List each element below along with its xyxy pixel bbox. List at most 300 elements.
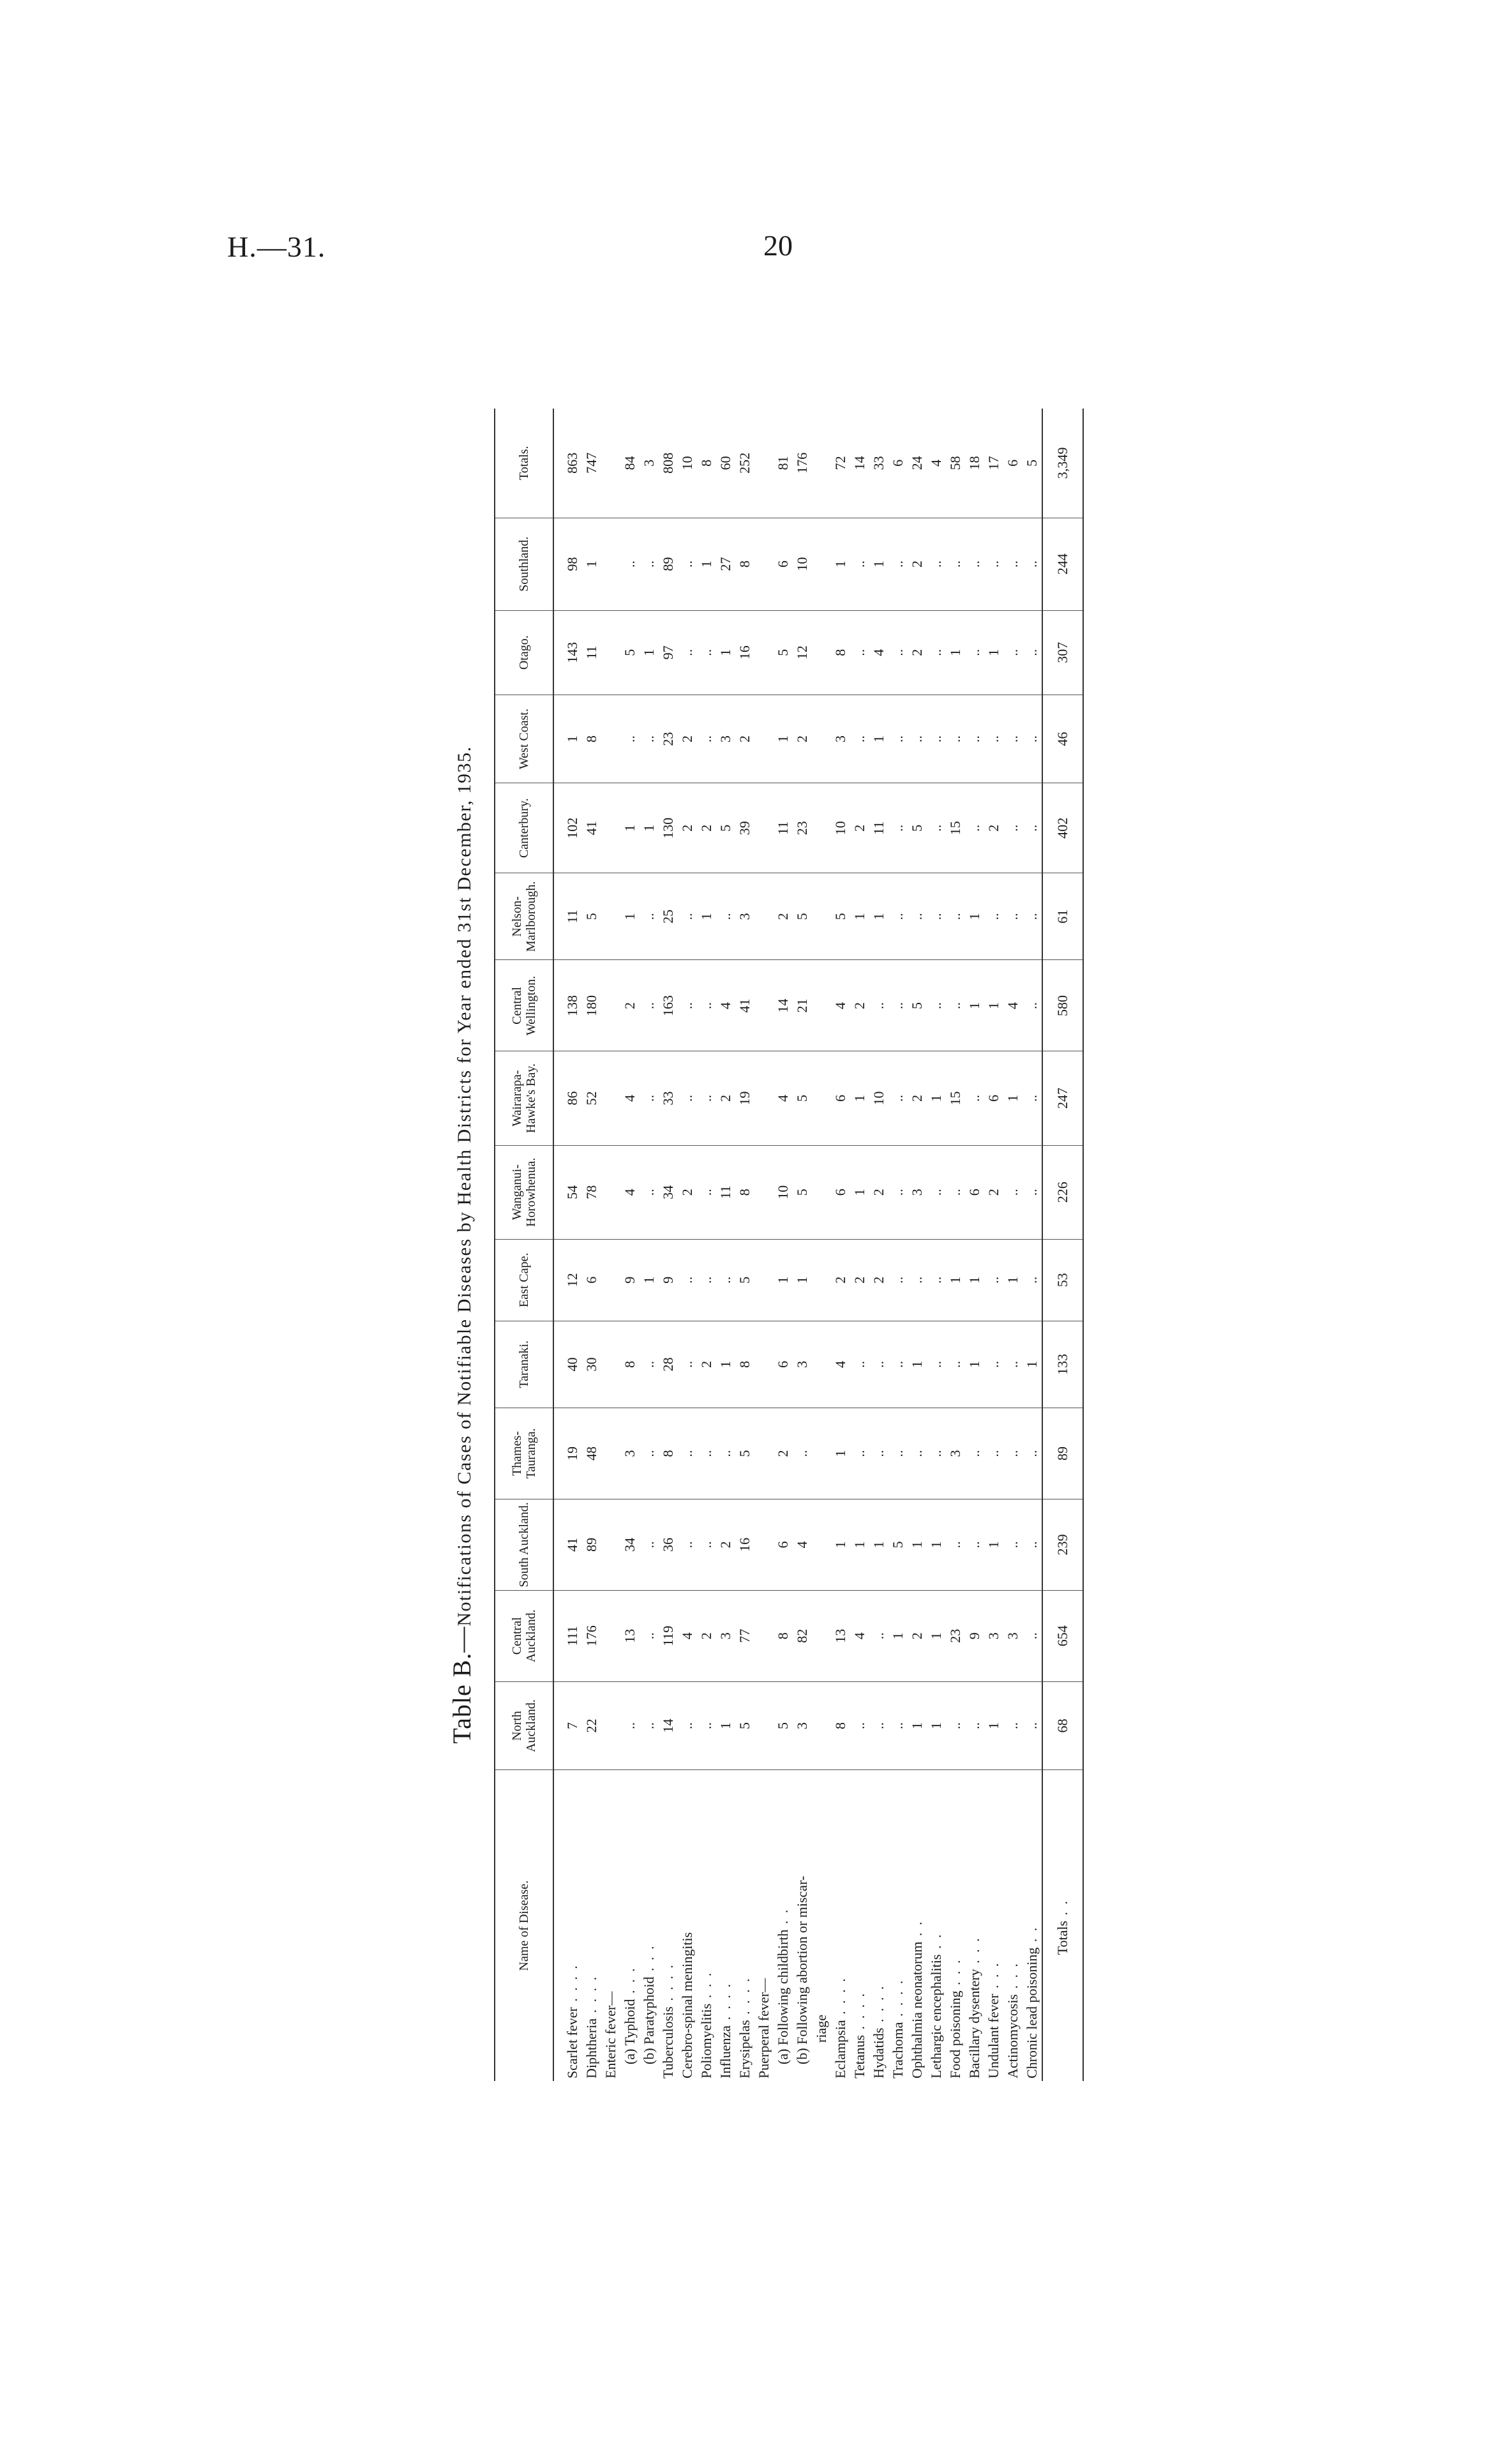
value-cell: 5 <box>908 960 927 1051</box>
value-cell: 36 <box>659 1499 678 1590</box>
value-cell: 163 <box>659 960 678 1051</box>
value-cell <box>754 610 774 695</box>
value-cell: .. <box>640 960 659 1051</box>
value-cell: 1 <box>869 873 888 960</box>
rotated-table-block <box>447 409 1187 2081</box>
value-cell: 2 <box>869 1145 888 1239</box>
disease-name-cell <box>869 1770 888 2081</box>
value-cell: 81 <box>774 409 793 518</box>
value-cell: 252 <box>735 409 754 518</box>
column-header-disease: Name of Disease. <box>495 1770 553 2081</box>
value-cell: 2 <box>869 1239 888 1321</box>
disease-name-cell <box>908 1770 927 2081</box>
value-cell: 1 <box>965 1321 984 1408</box>
value-cell <box>601 960 620 1051</box>
value-cell: .. <box>1023 1408 1042 1499</box>
value-cell: 9 <box>965 1590 984 1681</box>
value-cell: .. <box>927 783 946 873</box>
value-cell: 16 <box>735 610 754 695</box>
value-cell: 8 <box>735 1145 754 1239</box>
value-cell: 5 <box>1023 409 1042 518</box>
value-cell: 10 <box>774 1145 793 1239</box>
value-cell: .. <box>678 1321 697 1408</box>
value-cell: .. <box>850 1408 869 1499</box>
value-cell: .. <box>927 1145 946 1239</box>
value-cell: 176 <box>793 409 812 518</box>
value-cell: .. <box>1003 1145 1023 1239</box>
disease-name: Hydatids <box>871 2027 887 2078</box>
disease-name: Actinomycosis <box>1005 1994 1021 2078</box>
value-cell <box>812 695 831 783</box>
value-cell: .. <box>640 695 659 783</box>
value-cell: 1 <box>640 783 659 873</box>
value-cell: 2 <box>620 960 640 1051</box>
value-cell: 27 <box>716 518 735 610</box>
value-cell: 1 <box>927 1590 946 1681</box>
value-cell: .. <box>620 1681 640 1770</box>
value-cell: .. <box>1023 1590 1042 1681</box>
total-cell: 46 <box>1042 695 1083 783</box>
value-cell: 33 <box>869 409 888 518</box>
table-row <box>793 409 812 2081</box>
total-cell: 53 <box>1042 1239 1083 1321</box>
value-cell: 1 <box>716 1321 735 1408</box>
value-cell: 2 <box>908 1590 927 1681</box>
value-cell: 5 <box>793 1051 812 1145</box>
value-cell: 1 <box>908 1321 927 1408</box>
leader-dots: . . . . <box>564 1964 580 2008</box>
table-row <box>927 409 946 2081</box>
value-cell: 41 <box>553 1499 582 1590</box>
value-cell: .. <box>927 518 946 610</box>
value-cell: 6 <box>582 1239 601 1321</box>
table-row <box>582 409 601 2081</box>
value-cell <box>601 409 620 518</box>
total-cell: 580 <box>1042 960 1083 1051</box>
value-cell: 8 <box>735 1321 754 1408</box>
value-cell: 8 <box>659 1408 678 1499</box>
value-cell: .. <box>1023 1681 1042 1770</box>
value-cell: 21 <box>793 960 812 1051</box>
table-row <box>908 409 927 2081</box>
value-cell: 4 <box>793 1499 812 1590</box>
value-cell: 33 <box>659 1051 678 1145</box>
disease-name-cell <box>640 1770 659 2081</box>
value-cell: 3 <box>735 873 754 960</box>
value-cell <box>754 1408 774 1499</box>
value-cell: .. <box>1023 518 1042 610</box>
value-cell: 3 <box>620 1408 640 1499</box>
value-cell <box>601 610 620 695</box>
value-cell: .. <box>1023 610 1042 695</box>
value-cell: .. <box>888 1239 908 1321</box>
value-cell: .. <box>640 1145 659 1239</box>
disease-name-cell <box>831 1770 850 2081</box>
value-cell: .. <box>678 960 697 1051</box>
leader-dots: . . . <box>966 1936 982 1969</box>
value-cell: 143 <box>553 610 582 695</box>
leader-dots: . . . <box>985 1961 1001 1994</box>
value-cell: 1 <box>869 518 888 610</box>
value-cell: 6 <box>984 1051 1003 1145</box>
value-cell: 2 <box>697 1321 716 1408</box>
disease-name-cell <box>888 1770 908 2081</box>
disease-name: Puerperal fever— <box>756 1978 772 2078</box>
value-cell: 72 <box>831 409 850 518</box>
table-row <box>553 409 582 2081</box>
value-cell: .. <box>1003 610 1023 695</box>
value-cell: .. <box>984 1239 1003 1321</box>
value-cell: .. <box>927 1408 946 1499</box>
leader-dots: . . <box>909 1919 925 1942</box>
value-cell: 3 <box>984 1590 1003 1681</box>
total-cell: 402 <box>1042 783 1083 873</box>
disease-name: Tetanus <box>851 2034 867 2078</box>
table-row <box>812 409 831 2081</box>
value-cell: 1 <box>946 1239 965 1321</box>
leader-dots: . . . . <box>660 1963 676 2007</box>
value-cell: 6 <box>831 1051 850 1145</box>
value-cell: 10 <box>678 409 697 518</box>
value-cell <box>754 783 774 873</box>
column-header: Otago. <box>495 610 553 695</box>
value-cell: 8 <box>582 695 601 783</box>
value-cell: .. <box>697 695 716 783</box>
disease-name-cell <box>601 1770 620 2081</box>
value-cell: .. <box>1003 1499 1023 1590</box>
column-header: Wairarapa-Hawke's Bay. <box>495 1051 553 1145</box>
disease-name-cell <box>946 1770 965 2081</box>
value-cell <box>601 1321 620 1408</box>
value-cell: 1 <box>984 1681 1003 1770</box>
table-row <box>620 409 640 2081</box>
disease-name: Tuberculosis <box>660 2006 676 2078</box>
value-cell: 10 <box>793 518 812 610</box>
value-cell <box>601 1408 620 1499</box>
value-cell <box>754 1145 774 1239</box>
disease-name-cell <box>1003 1770 1023 2081</box>
value-cell: 4 <box>678 1590 697 1681</box>
value-cell <box>812 1590 831 1681</box>
value-cell: 6 <box>831 1145 850 1239</box>
value-cell: 2 <box>678 783 697 873</box>
disease-name-cell <box>678 1770 697 2081</box>
leader-dots: . . . <box>1005 1962 1021 1994</box>
value-cell: 23 <box>659 695 678 783</box>
total-cell: 247 <box>1042 1051 1083 1145</box>
value-cell: .. <box>850 610 869 695</box>
value-cell: .. <box>927 960 946 1051</box>
value-cell: 60 <box>716 409 735 518</box>
value-cell: 6 <box>774 1499 793 1590</box>
disease-name: Bacillary dysentery <box>966 1969 982 2078</box>
disease-name: Undulant fever <box>985 1994 1001 2078</box>
value-cell: .. <box>1023 960 1042 1051</box>
value-cell <box>754 518 774 610</box>
value-cell: 1 <box>640 1239 659 1321</box>
table-row <box>601 409 620 2081</box>
value-cell: 3 <box>908 1145 927 1239</box>
value-cell <box>812 783 831 873</box>
value-cell: .. <box>716 1408 735 1499</box>
value-cell: 13 <box>831 1590 850 1681</box>
value-cell: .. <box>678 1499 697 1590</box>
disease-name-cell <box>716 1770 735 2081</box>
leader-dots: . . . . <box>890 1978 906 2022</box>
value-cell <box>754 1239 774 1321</box>
value-cell <box>812 1408 831 1499</box>
value-cell: 1 <box>927 1051 946 1145</box>
leader-dots: . . . <box>622 1966 638 1999</box>
value-cell: 1 <box>831 1499 850 1590</box>
value-cell: .. <box>640 518 659 610</box>
value-cell: 3 <box>946 1408 965 1499</box>
value-cell: 1 <box>965 873 984 960</box>
value-cell <box>601 1590 620 1681</box>
value-cell: 10 <box>869 1051 888 1145</box>
column-header: Wanganui-Horowhenua. <box>495 1145 553 1239</box>
value-cell: .. <box>888 960 908 1051</box>
leader-dots: . . <box>1024 1925 1040 1948</box>
value-cell: 8 <box>620 1321 640 1408</box>
value-cell: 6 <box>774 1321 793 1408</box>
value-cell <box>812 1239 831 1321</box>
disease-name-cell <box>553 1770 582 2081</box>
leader-dots: . . <box>928 1932 944 1955</box>
value-cell: 1 <box>620 873 640 960</box>
value-cell: 84 <box>620 409 640 518</box>
value-cell: .. <box>678 518 697 610</box>
value-cell: 4 <box>831 960 850 1051</box>
value-cell: .. <box>697 960 716 1051</box>
value-cell: .. <box>850 1321 869 1408</box>
value-cell: 3 <box>716 695 735 783</box>
value-cell: 2 <box>850 960 869 1051</box>
value-cell: .. <box>984 1408 1003 1499</box>
value-cell: 23 <box>946 1590 965 1681</box>
value-cell: .. <box>946 873 965 960</box>
value-cell: 5 <box>774 1681 793 1770</box>
value-cell: 6 <box>965 1145 984 1239</box>
table-row <box>984 409 1003 2081</box>
value-cell: 2 <box>984 1145 1003 1239</box>
value-cell: .. <box>1023 1239 1042 1321</box>
value-cell: .. <box>697 610 716 695</box>
value-cell: .. <box>697 1681 716 1770</box>
disease-name: (a) Following childbirth <box>775 1929 791 2064</box>
value-cell: 3 <box>640 409 659 518</box>
disease-name: Cerebro-spinal meningitis <box>679 1932 695 2078</box>
value-cell: .. <box>946 695 965 783</box>
value-cell: 5 <box>735 1681 754 1770</box>
value-cell: 5 <box>735 1239 754 1321</box>
value-cell: 39 <box>735 783 754 873</box>
value-cell: 5 <box>620 610 640 695</box>
value-cell: .. <box>908 695 927 783</box>
value-cell: 8 <box>774 1590 793 1681</box>
value-cell: 4 <box>774 1051 793 1145</box>
value-cell: .. <box>697 1051 716 1145</box>
value-cell: .. <box>888 1408 908 1499</box>
page-number: 20 <box>763 229 793 262</box>
disease-name: Food poisoning <box>947 1990 963 2078</box>
disease-name-cell <box>697 1770 716 2081</box>
totals-label: Totals <box>1054 1920 1070 1955</box>
table-row <box>965 409 984 2081</box>
value-cell: 5 <box>908 783 927 873</box>
value-cell: 11 <box>774 783 793 873</box>
value-cell: 2 <box>908 1051 927 1145</box>
value-cell: 6 <box>888 409 908 518</box>
disease-name-cell <box>735 1770 754 2081</box>
total-cell: 239 <box>1042 1499 1083 1590</box>
value-cell: .. <box>1003 1408 1023 1499</box>
value-cell: .. <box>927 873 946 960</box>
value-cell: 119 <box>659 1590 678 1681</box>
value-cell: 89 <box>659 518 678 610</box>
value-cell: 54 <box>553 1145 582 1239</box>
leader-dots: . . . . <box>737 1976 753 2020</box>
value-cell: .. <box>716 1239 735 1321</box>
value-cell: .. <box>946 1321 965 1408</box>
leader-dots: . . <box>1054 1898 1070 1921</box>
header-row <box>495 409 553 2081</box>
value-cell: .. <box>965 518 984 610</box>
value-cell <box>812 1051 831 1145</box>
value-cell: .. <box>927 1321 946 1408</box>
value-cell: .. <box>678 1681 697 1770</box>
value-cell: 1 <box>869 1499 888 1590</box>
value-cell: 34 <box>659 1145 678 1239</box>
value-cell: 82 <box>793 1590 812 1681</box>
disease-name: Scarlet fever <box>564 2007 580 2078</box>
value-cell: 17 <box>984 409 1003 518</box>
value-cell: 14 <box>774 960 793 1051</box>
column-header: Canterbury. <box>495 783 553 873</box>
value-cell: .. <box>697 1408 716 1499</box>
leader-dots: . . . . <box>871 1984 887 2028</box>
disease-name-cell <box>754 1770 774 2081</box>
value-cell: 4 <box>620 1051 640 1145</box>
value-cell: .. <box>888 1051 908 1145</box>
value-cell: 1 <box>984 960 1003 1051</box>
value-cell: .. <box>908 1239 927 1321</box>
value-cell: .. <box>793 1408 812 1499</box>
table-row <box>774 409 793 2081</box>
value-cell: 1 <box>640 610 659 695</box>
table-row <box>946 409 965 2081</box>
value-cell: .. <box>869 1590 888 1681</box>
value-cell <box>754 695 774 783</box>
value-cell: .. <box>946 518 965 610</box>
value-cell: .. <box>888 1321 908 1408</box>
value-cell: 3 <box>1003 1590 1023 1681</box>
value-cell: .. <box>946 1681 965 1770</box>
value-cell: .. <box>888 1145 908 1239</box>
value-cell <box>754 873 774 960</box>
value-cell: 1 <box>946 610 965 695</box>
totals-label-cell <box>1042 1770 1083 2081</box>
value-cell: 89 <box>582 1499 601 1590</box>
value-cell: 2 <box>678 695 697 783</box>
value-cell: .. <box>640 873 659 960</box>
value-cell: 15 <box>946 783 965 873</box>
value-cell: 4 <box>850 1590 869 1681</box>
value-cell: 1 <box>850 1051 869 1145</box>
value-cell: 1 <box>716 610 735 695</box>
value-cell: 2 <box>735 695 754 783</box>
value-cell: 2 <box>697 1590 716 1681</box>
value-cell: 48 <box>582 1408 601 1499</box>
value-cell <box>601 518 620 610</box>
value-cell: .. <box>1003 873 1023 960</box>
value-cell: 1 <box>1003 1051 1023 1145</box>
value-cell: .. <box>869 1321 888 1408</box>
value-cell: 808 <box>659 409 678 518</box>
value-cell: 138 <box>553 960 582 1051</box>
disease-name: riage <box>813 2015 829 2043</box>
total-cell: 226 <box>1042 1145 1083 1239</box>
value-cell: 8 <box>831 1681 850 1770</box>
table-row <box>1003 409 1023 2081</box>
table-row <box>735 409 754 2081</box>
value-cell: .. <box>965 695 984 783</box>
value-cell: .. <box>1003 783 1023 873</box>
disease-name-cell <box>965 1770 984 2081</box>
value-cell: 1 <box>850 873 869 960</box>
value-cell: 9 <box>620 1239 640 1321</box>
value-cell: .. <box>640 1408 659 1499</box>
table-row <box>678 409 697 2081</box>
value-cell: 8 <box>735 518 754 610</box>
leader-dots: . . . . <box>717 1981 733 2025</box>
value-cell <box>812 1499 831 1590</box>
disease-name: Poliomyelitis <box>698 2003 714 2078</box>
table-row <box>659 409 678 2081</box>
table-row <box>697 409 716 2081</box>
value-cell: 1 <box>697 873 716 960</box>
value-cell: 1 <box>793 1239 812 1321</box>
total-cell: 133 <box>1042 1321 1083 1408</box>
value-cell: 2 <box>793 695 812 783</box>
value-cell <box>812 610 831 695</box>
value-cell: 2 <box>850 783 869 873</box>
value-cell <box>812 1681 831 1770</box>
value-cell <box>754 960 774 1051</box>
value-cell: .. <box>869 1681 888 1770</box>
value-cell: 12 <box>553 1239 582 1321</box>
value-cell: 2 <box>716 1499 735 1590</box>
value-cell: .. <box>908 873 927 960</box>
value-cell: 41 <box>582 783 601 873</box>
value-cell: .. <box>697 1499 716 1590</box>
disease-name-cell <box>659 1770 678 2081</box>
value-cell: .. <box>888 695 908 783</box>
column-header: Central Auckland. <box>495 1590 553 1681</box>
leader-dots: . . . <box>698 1971 714 2004</box>
disease-name-cell <box>812 1770 831 2081</box>
value-cell: 1 <box>850 1499 869 1590</box>
table-row <box>850 409 869 2081</box>
column-header: East Cape. <box>495 1239 553 1321</box>
disease-name: Trachoma <box>890 2022 906 2078</box>
disease-name: Ophthalmia neonatorum <box>909 1941 925 2078</box>
value-cell: 14 <box>659 1681 678 1770</box>
value-cell: .. <box>640 1499 659 1590</box>
value-cell: .. <box>1003 1321 1023 1408</box>
value-cell: .. <box>946 1145 965 1239</box>
value-cell <box>812 409 831 518</box>
